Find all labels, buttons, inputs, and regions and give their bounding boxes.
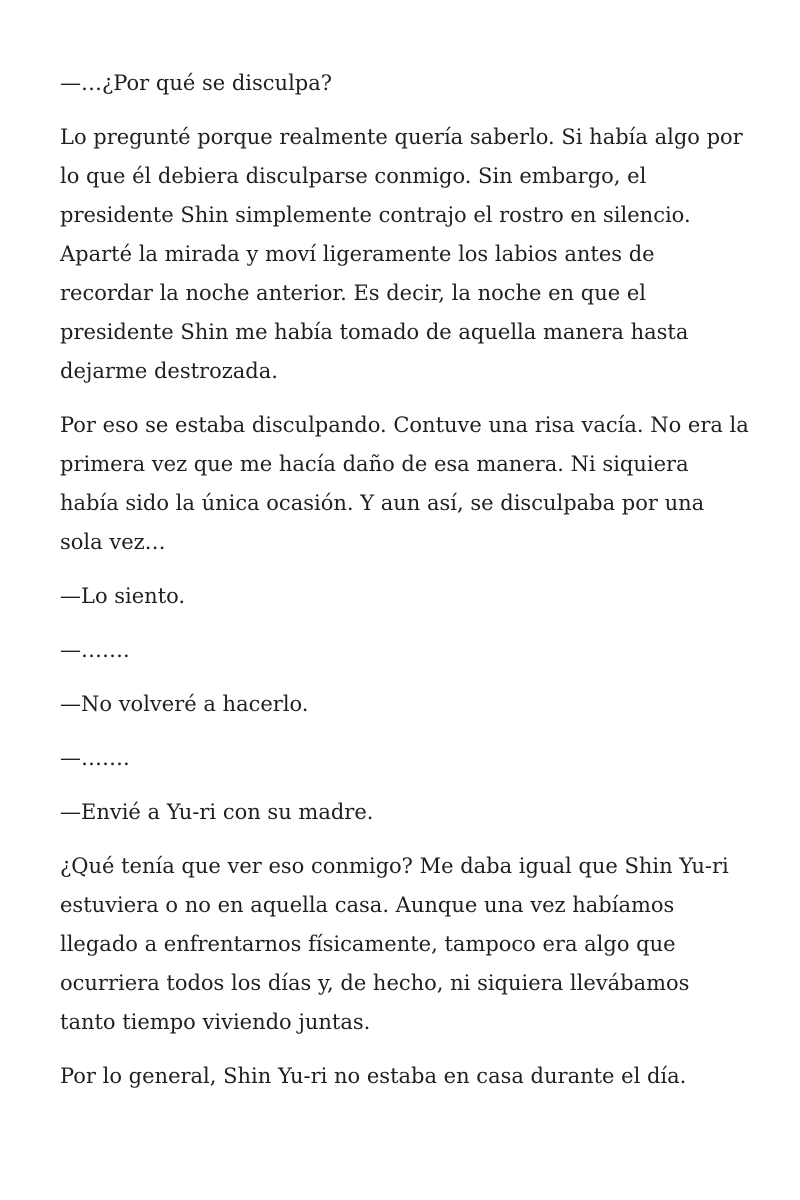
paragraph-dialogue-silence-2: —……. [60, 746, 130, 770]
paragraph-dialogue-yuri: —Envié a Yu-ri con su madre. [60, 800, 374, 824]
paragraph-narration-1: Lo pregunté porque realmente quería saberlo. Si había algo por lo que él debiera disculparse conmigo. Sin embargo, el presidente Shin simplemente contrajo el rostro en silencio. Aparté la mirada y moví ligeramente los labios antes de recordar la noche anterior. Es decir, la noche en que el presidente Shin me había tomado de aquella manera hasta dejarme destrozada. [60, 125, 743, 383]
paragraph-dialogue-promise: —No volveré a hacerlo. [60, 692, 309, 716]
paragraph-dialogue-silence-1: —……. [60, 638, 130, 662]
paragraph-narration-2: Por eso se estaba disculpando. Contuve una risa vacía. No era la primera vez que me hacía daño de esa manera. Ni siquiera había sido la única ocasión. Y aun así, se disculpaba por una sola vez… [60, 413, 749, 554]
paragraph-question: —…¿Por qué se disculpa? [60, 71, 333, 95]
reading-page [60, 64, 750, 1111]
paragraph-narration-3: ¿Qué tenía que ver eso conmigo? Me daba igual que Shin Yu-ri estuviera o no en aquella casa. Aunque una vez habíamos llegado a enfrentarnos físicamente, tampoco era algo que ocurriera todos los días y, de hecho, ni siquiera llevábamos tanto tiempo viviendo juntas. [60, 854, 729, 1034]
paragraph-dialogue-sorry: —Lo siento. [60, 584, 186, 608]
paragraph-narration-4: Por lo general, Shin Yu-ri no estaba en casa durante el día. [60, 1064, 687, 1088]
